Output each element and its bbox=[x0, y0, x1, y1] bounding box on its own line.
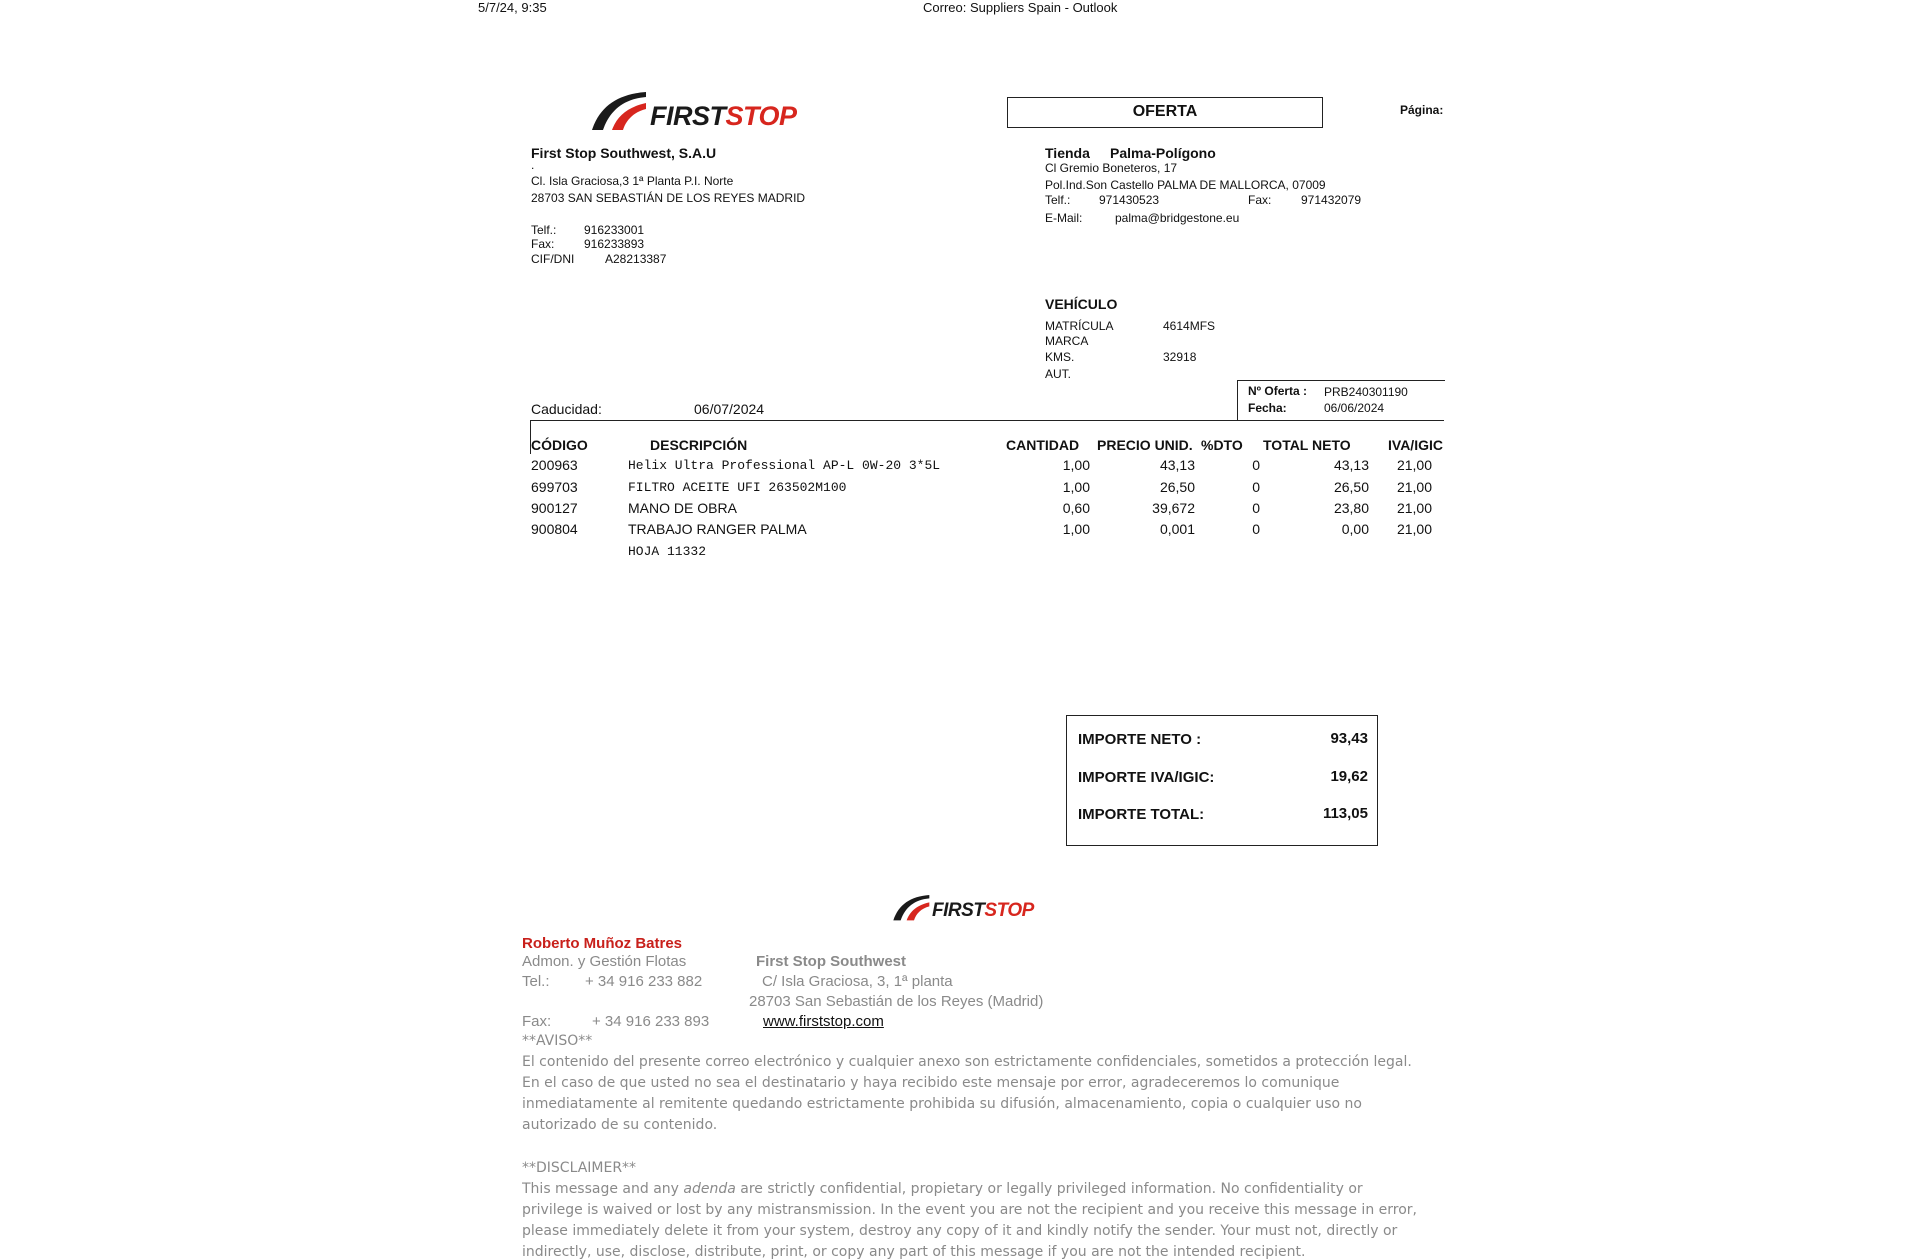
row-1-total: 43,13 bbox=[1333, 457, 1369, 473]
signature-role: Admon. y Gestión Flotas bbox=[522, 953, 687, 970]
net-amount-label: IMPORTE NETO : bbox=[1078, 731, 1202, 748]
row-2-desc: FILTRO ACEITE UFI 263502M100 bbox=[628, 480, 847, 495]
firststop-swoosh-icon bbox=[892, 892, 932, 922]
vehicle-plate-label: MATRÍCULA bbox=[1045, 319, 1114, 333]
company-dot: . bbox=[531, 158, 535, 172]
company-name: First Stop Southwest, S.A.U bbox=[531, 145, 717, 161]
company-tel-label: Telf.: bbox=[531, 223, 557, 237]
vehicle-aut-label: AUT. bbox=[1045, 367, 1072, 381]
table-top-rule bbox=[530, 420, 1444, 421]
company-cif: A28213387 bbox=[605, 252, 667, 266]
col-header-qty: CANTIDAD bbox=[1006, 437, 1080, 453]
store-address-2: Pol.Ind.Son Castello PALMA DE MALLORCA, 07009 bbox=[1045, 178, 1326, 192]
document-type-label: OFERTA bbox=[1132, 103, 1198, 120]
row-1-dto: 0 bbox=[1252, 457, 1260, 473]
col-header-iva-clip bbox=[1388, 437, 1445, 453]
signature-fax: + 34 916 233 893 bbox=[592, 1013, 710, 1030]
company-tel: 916233001 bbox=[584, 223, 645, 237]
signature-tel-label: Tel.: bbox=[522, 973, 550, 990]
print-title: Correo: Suppliers Spain - Outlook bbox=[923, 0, 1118, 15]
offer-number: PRB240301190 bbox=[1324, 385, 1408, 399]
vehicle-kms: 32918 bbox=[1163, 350, 1197, 364]
store-fax-label: Fax: bbox=[1248, 193, 1272, 207]
company-fax: 916233893 bbox=[584, 237, 645, 251]
disclaimer-text bbox=[522, 1179, 1417, 1259]
tax-amount-label: IMPORTE IVA/IGIC: bbox=[1078, 769, 1215, 786]
vehicle-plate: 4614MFS bbox=[1163, 319, 1216, 333]
total-amount: 113,05 bbox=[1322, 805, 1368, 822]
company-cif-label: CIF/DNI bbox=[531, 252, 575, 266]
vehicle-kms-label: KMS. bbox=[1045, 350, 1075, 364]
company-fax-label: Fax: bbox=[531, 237, 555, 251]
row-2-price: 26,50 bbox=[1159, 479, 1195, 495]
col-header-code: CÓDIGO bbox=[531, 437, 588, 453]
row-1-code: 200963 bbox=[531, 457, 578, 473]
disclaimer-text-em: adenda bbox=[683, 1181, 736, 1197]
row-3-desc: MANO DE OBRA bbox=[628, 500, 737, 516]
print-datetime: 5/7/24, 9:35 bbox=[478, 0, 547, 15]
expiry-date: 06/07/2024 bbox=[694, 401, 765, 417]
page-label: Página: bbox=[1400, 103, 1444, 117]
logo-first-text: FIRST bbox=[650, 101, 726, 131]
table-note: HOJA 11332 bbox=[628, 544, 707, 559]
offer-date: 06/06/2024 bbox=[1324, 401, 1385, 415]
company-address-1: Cl. Isla Graciosa,3 1ª Planta P.I. Norte bbox=[531, 174, 734, 188]
row-4-price: 0,001 bbox=[1159, 521, 1195, 537]
tax-amount: 19,62 bbox=[1330, 768, 1368, 785]
col-header-iva: IVA/IGIC bbox=[1388, 437, 1443, 453]
disclaimer-text-post: are strictly confidential, propietary or legally privileged information. No confidentiality or privilege is waived or lost by any mistransmission. In the event you are not the recipient and you receive this message in error, please immediately delete it from your system, destroy any copy of it and kindly notify the sender. Your must not, directly or indirectly, use, disclose, distribute, print, or copy any part of this message if you are not the intended recipient. bbox=[522, 1181, 1417, 1259]
row-1-iva: 21,00 bbox=[1396, 457, 1432, 473]
firststop-logo bbox=[590, 88, 805, 132]
signature-logo-stop-text: STOP bbox=[984, 900, 1034, 921]
row-2-code: 699703 bbox=[531, 479, 578, 495]
row-4-iva: 21,00 bbox=[1396, 521, 1432, 537]
signature-logo bbox=[892, 892, 1047, 922]
firststop-swoosh-icon bbox=[590, 88, 650, 132]
col-header-desc: DESCRIPCIÓN bbox=[650, 437, 748, 453]
signature-tel: + 34 916 233 882 bbox=[585, 973, 703, 990]
expiry-label: Caducidad: bbox=[531, 401, 602, 417]
signature-address-2: 28703 San Sebastián de los Reyes (Madrid) bbox=[749, 993, 1044, 1010]
store-name: Palma-Polígono bbox=[1110, 145, 1216, 161]
signature-address-1: C/ Isla Graciosa, 3, 1ª planta bbox=[762, 973, 953, 990]
row-4-qty: 1,00 bbox=[1062, 521, 1090, 537]
col-header-total: TOTAL NETO bbox=[1263, 437, 1351, 453]
row-4-code: 900804 bbox=[531, 521, 578, 537]
vehicle-brand-label: MARCA bbox=[1045, 334, 1089, 348]
disclaimer-text-pre: This message and any bbox=[522, 1181, 684, 1197]
signature-logo-first-text: FIRST bbox=[932, 900, 985, 921]
row-2-total: 26,50 bbox=[1333, 479, 1369, 495]
signature-name: Roberto Muñoz Batres bbox=[522, 935, 683, 952]
col-header-price: PRECIO UNID. bbox=[1097, 437, 1193, 453]
signature-fax-label: Fax: bbox=[522, 1013, 552, 1030]
row-2-dto: 0 bbox=[1252, 479, 1260, 495]
total-amount-label: IMPORTE TOTAL: bbox=[1078, 806, 1205, 823]
signature-company: First Stop Southwest bbox=[756, 953, 906, 970]
row-3-code: 900127 bbox=[531, 500, 578, 516]
offer-date-label: Fecha: bbox=[1248, 401, 1287, 415]
logo-stop-text: STOP bbox=[725, 101, 797, 131]
row-3-total: 23,80 bbox=[1333, 500, 1369, 516]
row-3-qty: 0,60 bbox=[1062, 500, 1090, 516]
store-tel: 971430523 bbox=[1099, 193, 1160, 207]
store-email-label: E-Mail: bbox=[1045, 211, 1083, 225]
aviso-text: El contenido del presente correo electrónico y cualquier anexo son estrictamente confidenciales, sometidos a protección legal. En el caso de que usted no sea el destinatario y haya recibido este mensaje por error, agradeceremos lo comunique inmediatamente al remitente quedando estrictamente prohibida su difusión, almacenamiento, copia o cualquier uso no autorizado de su contenido. bbox=[522, 1054, 1412, 1133]
company-address-2: 28703 SAN SEBASTIÁN DE LOS REYES MADRID bbox=[531, 191, 806, 205]
store-email: palma@bridgestone.eu bbox=[1115, 211, 1240, 225]
website-link[interactable]: www.firststop.com bbox=[763, 1013, 884, 1030]
store-fax: 971432079 bbox=[1301, 193, 1362, 207]
row-1-price: 43,13 bbox=[1159, 457, 1195, 473]
store-label: Tienda bbox=[1045, 145, 1090, 161]
row-4-desc: TRABAJO RANGER PALMA bbox=[628, 521, 807, 537]
aviso-title: **AVISO** bbox=[522, 1033, 593, 1049]
row-4-total: 0,00 bbox=[1341, 521, 1369, 537]
row-1-qty: 1,00 bbox=[1062, 457, 1090, 473]
row-3-iva: 21,00 bbox=[1396, 500, 1432, 516]
row-2-iva: 21,00 bbox=[1396, 479, 1432, 495]
store-address-1: Cl Gremio Boneteros, 17 bbox=[1045, 161, 1178, 175]
disclaimer-title: **DISCLAIMER** bbox=[522, 1160, 637, 1176]
row-3-dto: 0 bbox=[1252, 500, 1260, 516]
offer-number-label: Nº Oferta : bbox=[1248, 384, 1308, 398]
store-tel-label: Telf.: bbox=[1045, 193, 1071, 207]
col-header-dto: %DTO bbox=[1201, 437, 1243, 453]
net-amount: 93,43 bbox=[1330, 730, 1368, 747]
row-4-dto: 0 bbox=[1252, 521, 1260, 537]
vehicle-heading: VEHÍCULO bbox=[1045, 296, 1118, 312]
row-3-price: 39,672 bbox=[1152, 500, 1195, 516]
row-1-desc: Helix Ultra Professional AP-L 0W-20 3*5L bbox=[628, 458, 941, 473]
row-2-qty: 1,00 bbox=[1062, 479, 1090, 495]
